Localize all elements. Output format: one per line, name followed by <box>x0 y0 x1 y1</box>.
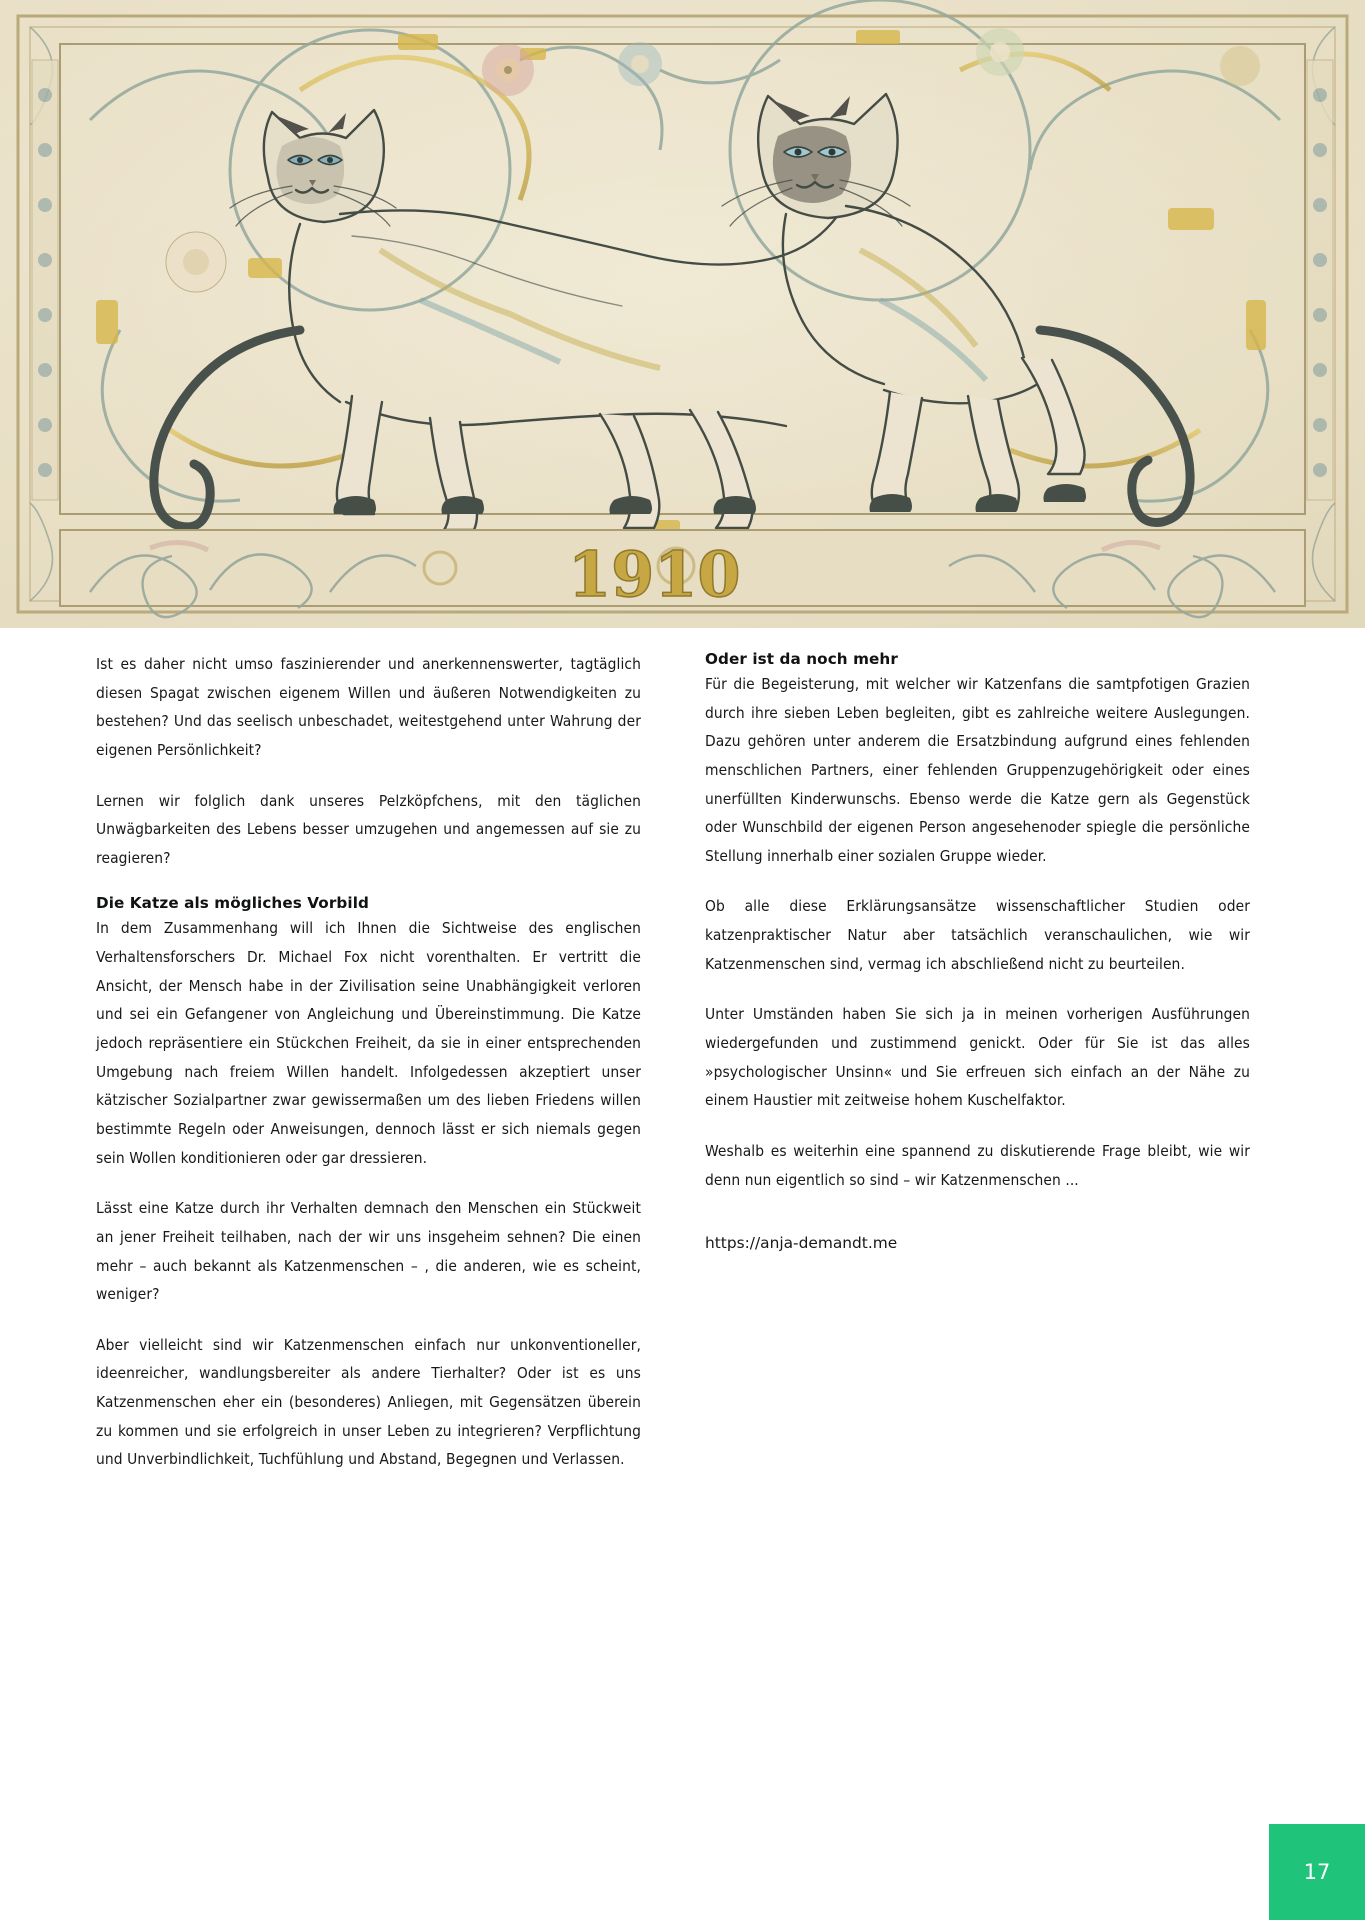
paragraph: Aber vielleicht sind wir Katzenmenschen einfach nur unkonventioneller, ideenreicher, wandlungsbereiter als andere Tierhalter? Oder ist es uns Katzenmenschen eher ein (besonderes) Anliegen, mit Gegensätzen überein zu kommen und sie erfolgreich in unser Leben zu integrieren? Verpflichtung und Unverbindlichkeit, Tuchfühlung und Abstand, Begegnen und Verlassen. <box>96 1335 641 1469</box>
left-column <box>96 650 641 1496</box>
paragraph: Weshalb es weiterhin eine spannend zu diskutierende Frage bleibt, wie wir denn nun eigentlich so sind – wir Katzenmenschen ... <box>705 1141 1250 1189</box>
illustration-year-label: 1910 <box>568 538 741 611</box>
illustration-canvas <box>0 0 1365 628</box>
paragraph: In dem Zusammenhang will ich Ihnen die Sichtweise des englischen Verhaltensforschers Dr. Michael Fox nicht vorenthalten. Er vertritt die Ansicht, der Mensch habe in der Zivilisation seine Unabhängigkeit verloren und sei ein Gefangener von Angleichung und Übereinstimmung. Die Katze jedoch repräsentiere ein Stückchen Freiheit, da sie in einer entsprechenden Umgebung nach freiem Willen handelt. Infolgedessen akzeptiert unser kätzischer Sozialpartner zwar gewissermaßen um des lieben Friedens willen bestimmte Regeln oder Anweisungen, dennoch lässt er sich niemals gegen sein Wollen konditionieren oder gar dressieren. <box>96 919 641 1167</box>
paragraph: Für die Begeisterung, mit welcher wir Katzenfans die samtpfotigen Grazien durch ihre sieben Leben begleiten, gibt es zahlreiche weitere Auslegungen. Dazu gehören unter anderem die Ersatzbindung aufgrund eines fehlenden menschlichen Partners, einer fehlenden Gruppenzugehörigkeit oder eines unerfüllten Kinderwunschs. Ebenso werde die Katze gern als Gegenstück oder Wunschbild der eigenen Person angesehenoder spiegle die persönliche Stellung innerhalb einer sozialen Gruppe wieder. <box>705 675 1250 865</box>
paragraph: Lässt eine Katze durch ihr Verhalten demnach den Menschen ein Stückweit an jener Freiheit teilhaben, nach der wir uns insgeheim sehnen? Die einen mehr – auch bekannt als Katzenmenschen – , die anderen, wie es scheint, weniger? <box>96 1199 641 1304</box>
author-website-link[interactable]: https://anja-demandt.me <box>705 1234 898 1253</box>
paragraph: Ist es daher nicht umso faszinierender und anerkennenswerter, tagtäglich diesen Spagat zwischen eigenem Willen und äußeren Notwendigkeiten zu bestehen? Und das seelisch unbeschadet, weitestgehend unter Wahrung der eigenen Persönlichkeit? <box>96 655 641 759</box>
right-column <box>705 650 1250 1496</box>
paragraph: Unter Umständen haben Sie sich ja in meinen vorherigen Ausführungen wiedergefunden und zustimmend genickt. Oder für Sie ist das alles »psychologischer Unsinn« und Sie erfreuen sich einfach an der Nähe zu einem Haustier mit zeitweise hohem Kuschelfaktor. <box>705 1005 1250 1110</box>
paragraph: Ob alle diese Erklärungsansätze wissenschaftlicher Studien oder katzenpraktischer Natur aber tatsächlich veranschaulichen, wie wir Katzenmenschen sind, vermag ich abschließend nicht zu beurteilen. <box>705 897 1250 973</box>
page-number: 17 <box>1303 1860 1331 1884</box>
art-nouveau-siamese-cats-illustration <box>0 0 1365 628</box>
article-body <box>0 650 1365 1496</box>
page-number-tab <box>1269 1824 1365 1920</box>
section-heading-vorbild: Die Katze als mögliches Vorbild <box>96 894 369 913</box>
section-heading-mehr: Oder ist da noch mehr <box>705 650 898 668</box>
paragraph: Lernen wir folglich dank unseres Pelzköpfchens, mit den täglichen Unwägbarkeiten des Lebens besser umzugehen und angemessen auf sie zu reagieren? <box>96 791 641 867</box>
